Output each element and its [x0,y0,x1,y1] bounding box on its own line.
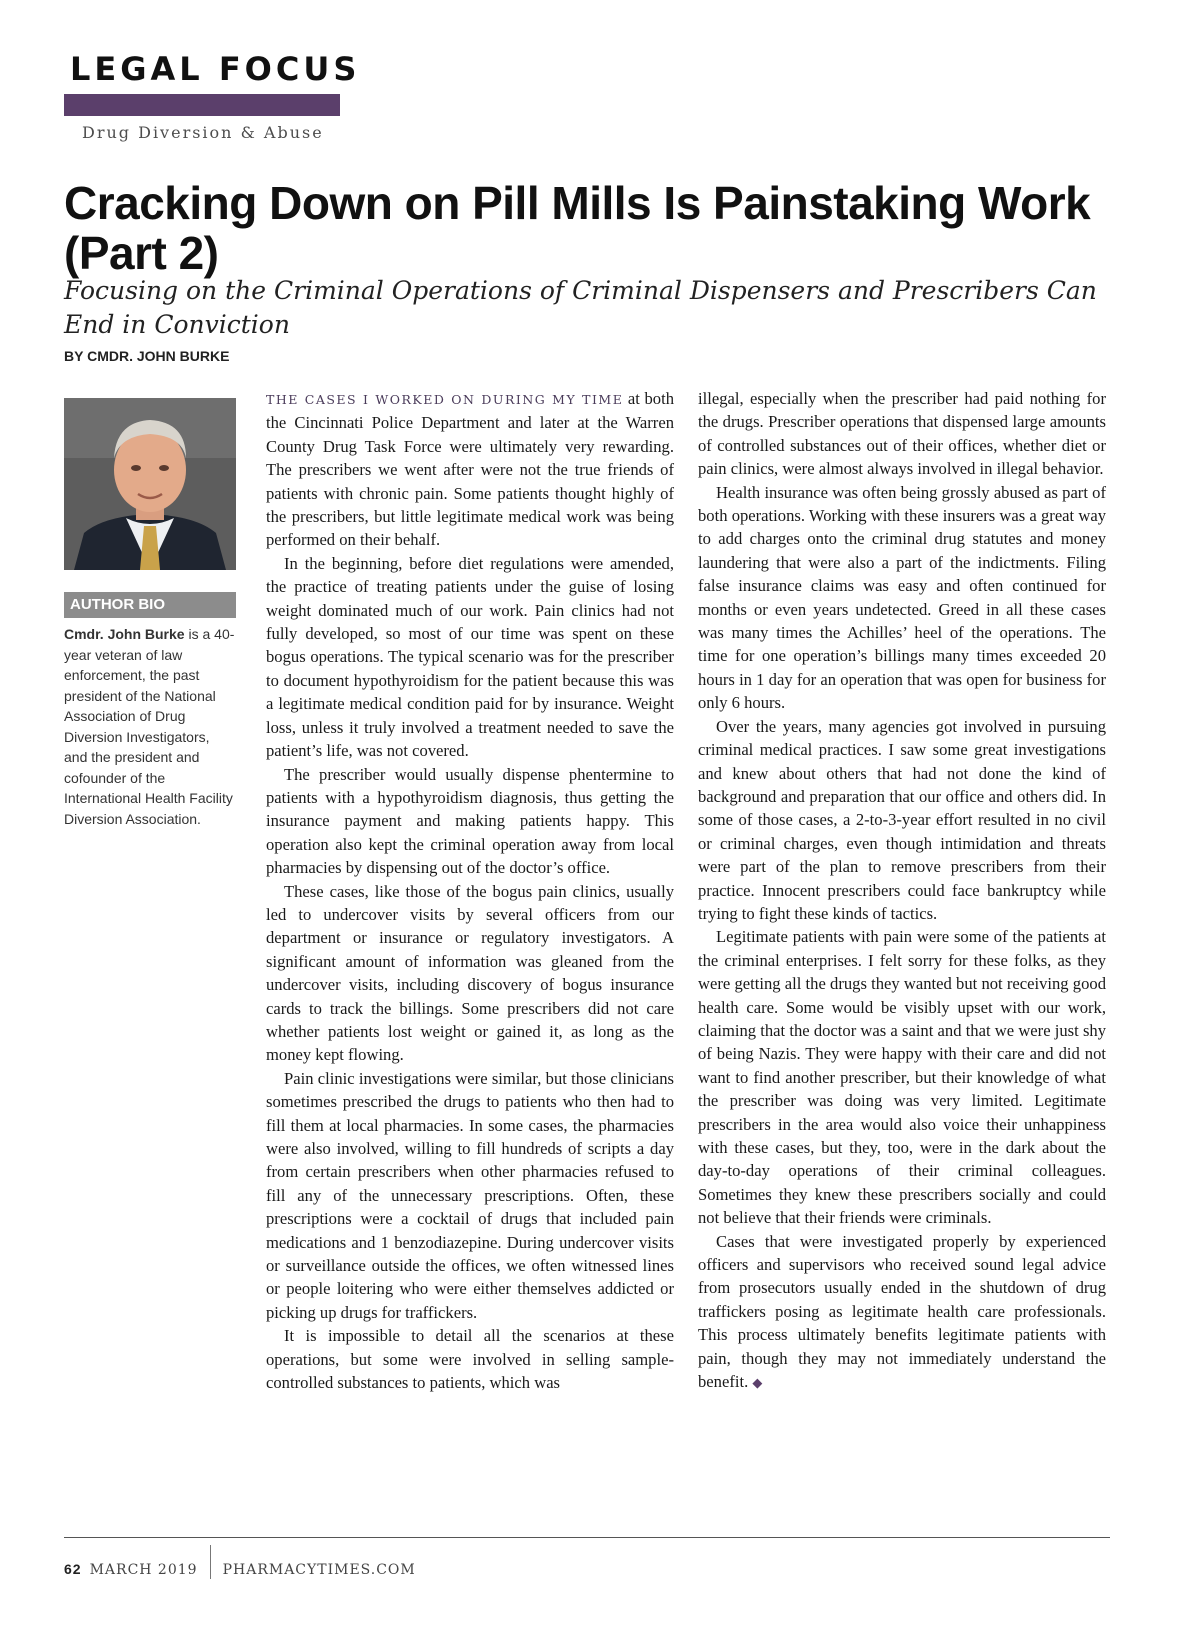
page-footer [64,1553,416,1587]
article-paragraph [698,1230,1106,1395]
end-mark-icon: ◆ [752,1375,763,1391]
article-column-1 [266,387,674,1394]
author-photo [64,398,236,570]
article-paragraph [266,387,674,552]
article-title: Cracking Down on Pill Mills Is Painstaking Work (Part 2) [64,177,1091,279]
article-final-text: Cases that were investigated properly by experienced officers and supervisors who received sound legal advice from prosecutors usually ended in the shutdown of drug traffickers posing as legitimate health care professionals. This process ultimately benefits legitimate patients with pain, though they may not immediately understand the benefit. [698,1231,1106,1392]
footer-divider [210,1545,211,1579]
article-paragraph: These cases, like those of the bogus pain clinics, usually led to undercover visits by several officers from our department or insurance or regulatory investigators. A significant amount of information was gleaned from the undercover visits, including discovery of bogus insurance cards to track the billings. Some prescribers did not care whether patients lost weight or gained it, as long as the money kept flowing. [266,881,674,1065]
author-bio-text [64,624,236,829]
article-paragraph: The prescriber would usually dispense phentermine to patients with a hypothyroidism diagnosis, thus getting the insurance payment and making patients happy. This operation also kept the criminal operation away from local pharmacies by dispensing out of the doctor’s office. [266,764,674,878]
article-byline: BY CMDR. JOHN BURKE [64,348,230,364]
page-number: 62 [64,1561,82,1577]
article-paragraph: Pain clinic investigations were similar, but those clinicians sometimes prescribed the drugs to patients who then had to fill them at local pharmacies. In some cases, the pharmacies were also involved, willing to fill hundreds of scripts a day from certain prescribers when other pharmacies refused to fill any of the unnecessary prescriptions. Often, these prescriptions were a cocktail of drugs that included pain medications and 1 benzodiazepine. During undercover visits or surveillance outside the offices, we often witnessed lines or people loitering who were either themselves addicted or picking up drugs for traffickers. [266,1068,674,1322]
article-paragraph: Over the years, many agencies got involved in pursuing criminal medical practices. I saw some great investigations and knew about others that had not done the kind of background and preparation that our office and others did. In some of those cases, a 2-to-3-year effort resulted in no civil or criminal charges, even though intimidation and threats were part of the plan to remove prescribers from their practice. Innocent prescribers could face bankruptcy while trying to fight these kinds of tactics. [698,716,1106,923]
article-paragraph: In the beginning, before diet regulations were amended, the practice of treating patients under the guise of losing weight dominated much of our work. Pain clinics had not fully developed, so most of our time was spent on these bogus operations. The typical scenario was for the prescriber to document hypothyroidism for the patient because this was a legitimate medical condition paid for by insurance. Weight loss, unless it truly involved a treatment needed to save the patient’s life, was not covered. [266,553,674,761]
article-lead-in: THE CASES I WORKED ON DURING MY TIME [266,392,624,407]
author-name: Cmdr. John Burke [64,626,185,642]
author-bio-heading: AUTHOR BIO [64,592,236,618]
section-subtitle: Drug Diversion & Abuse [82,123,324,142]
section-label: LEGAL FOCUS [70,50,361,88]
section-accent-bar [64,94,340,116]
author-bio-description: is a 40-year veteran of law enforcement, the past president of the National Association of Drug Diversion Investigators, and the president and cofounder of the International Health Facility Diversion Association. [64,626,235,827]
article-paragraph: It is impossible to detail all the scenarios at these operations, but some were involved in selling sample-controlled substances to patients, which was [266,1326,674,1393]
article-paragraph: Legitimate patients with pain were some of the patients at the criminal enterprises. I felt sorry for these folks, as they were getting all the drugs they wanted but not receiving good health care. Some would be visibly upset with our work, claiming that the doctor was a saint and that we were just shy of being Nazis. They were happy with their care and did not want to find another prescriber, but their knowledge of what the prescriber was doing was very limited. Legitimate prescribers in the area would also voice their unhappiness with these cases, but they, too, were in the dark about the day-to-day operations of their criminal colleagues. Sometimes they knew these prescribers socially and could not believe that their friends were criminals. [698,927,1106,1228]
article-subtitle: Focusing on the Criminal Operations of Criminal Dispensers and Prescribers Can End in Conviction [64,276,1097,339]
article-paragraph: Health insurance was often being grossly abused as part of both operations. Working with these insurers was a great way to add charges onto the criminal drug statutes and money laundering that were also a part of the indictments. Filing false insurance claims was easy and often continued for months or even years undetected. Greed in all these cases was many times the Achilles’ heel of the operations. The time for one operation’s billings many times exceeded 20 hours in 1 day for an operation that was open for business for only 6 hours. [698,482,1106,713]
article-paragraph: illegal, especially when the prescriber had paid nothing for the drugs. Prescriber operations that dispensed large amounts of controlled substances out of their offices, whether diet or pain clinics, were almost always involved in illegal behavior. [698,389,1106,479]
article-column-2 [698,387,1106,1394]
site-name: PHARMACYTIMES.COM [222,1562,416,1578]
article-lead-text: at both the Cincinnati Police Department and later at the Warren County Drug Task Force were ultimately very rewarding. The prescribers we went after were not the true friends of patients with chronic pain. Some patients thought highly of the prescribers, but little legitimate medical work was being performed on their behalf. [266,389,674,550]
footer-rule [64,1537,1110,1538]
issue-date: MARCH 2019 [89,1562,198,1578]
